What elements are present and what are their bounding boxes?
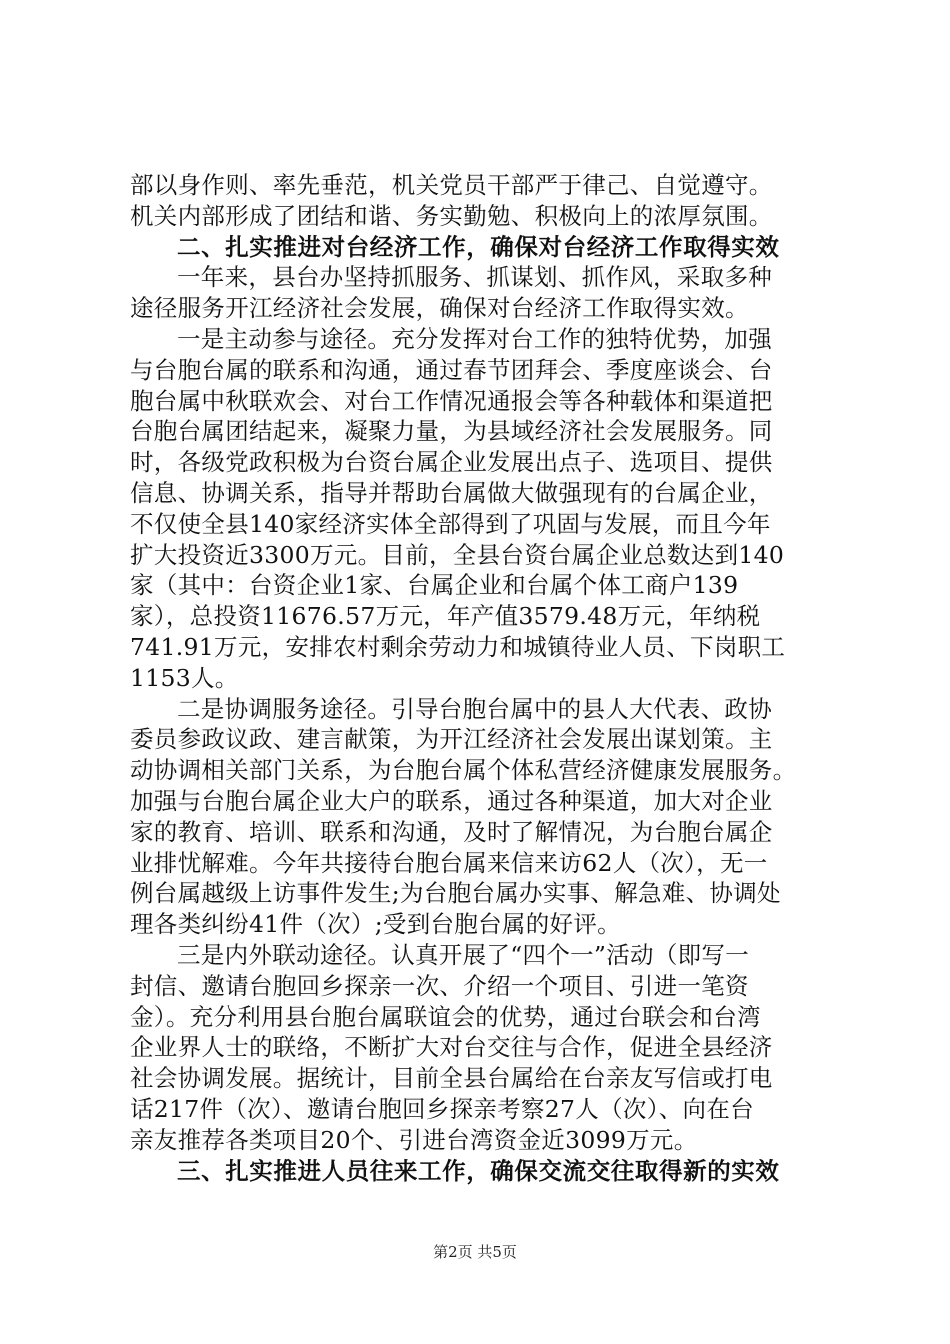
body-text-line: 一是主动参与途径。充分发挥对台工作的独特优势，加强 [177,324,772,353]
page-footer: 第2页 共5页 [433,1243,517,1261]
body-text-line: 1153人。 [130,663,239,692]
body-text-line: 社会协调发展。据统计，目前全县台属给在台亲友写信或打电 [130,1064,773,1093]
body-text-line: 胞台属中秋联欢会、对台工作情况通报会等各种载体和渠道把 [130,386,773,415]
section-heading: 三、扎实推进人员往来工作，确保交流交往取得新的实效 [177,1156,780,1185]
body-text-line: 不仅使全县140家经济实体全部得到了巩固与发展，而且今年 [130,509,771,538]
body-text-line: 741.91万元，安排农村剩余劳动力和城镇待业人员、下岗职工 [130,632,786,661]
document-body [130,170,830,1186]
body-text-line: 话217件（次）、邀请台胞回乡探亲考察27人（次）、向在台 [130,1094,754,1123]
body-text-line: 家的教育、培训、联系和沟通，及时了解情况，为台胞台属企 [130,817,773,846]
body-text-line: 三是内外联动途径。认真开展了“四个一”活动（即写一 [177,940,750,969]
body-text-line: 台胞台属团结起来，凝聚力量，为县域经济社会发展服务。同 [130,417,773,446]
body-text-line: 动协调相关部门关系，为台胞台属个体私营经济健康发展服务。 [130,756,797,785]
body-text-line: 途径服务开江经济社会发展，确保对台经济工作取得实效。 [130,294,749,323]
body-text-line: 加强与台胞台属企业大户的联系，通过各种渠道，加大对企业 [130,786,773,815]
body-text-line: 封信、邀请台胞回乡探亲一次、介绍一个项目、引进一笔资 [130,971,749,1000]
body-text-line: 扩大投资近3300万元。目前，全县台资台属企业总数达到140 [130,540,785,569]
body-text-line: 亲友推荐各类项目20个、引进台湾资金近3099万元。 [130,1125,698,1154]
body-text-line: 机关内部形成了团结和谐、务实勤勉、积极向上的浓厚氛围。 [130,201,773,230]
body-text-line: 部以身作则、率先垂范，机关党员干部严于律己、自觉遵守。 [130,171,773,199]
body-text-line: 家），总投资11676.57万元，年产值3579.48万元，年纳税 [130,602,761,631]
body-text-line: 家（其中：台资企业1家、台属企业和台属个体工商户139 [130,571,739,600]
body-text-line: 企业界人士的联络，不断扩大对台交往与合作，促进全县经济 [130,1033,773,1062]
body-text-line: 金）。充分利用县台胞台属联谊会的优势，通过台联会和台湾 [130,1002,761,1031]
body-text-line: 例台属越级上访事件发生;为台胞台属办实事、解急难、协调处 [130,879,781,908]
body-text-line: 理各类纠纷41件（次）;受到台胞台属的好评。 [130,910,621,939]
body-text-line: 委员参政议政、建言献策，为开江经济社会发展出谋划策。主 [130,725,773,754]
body-text-line: 信息、协调关系，指导并帮助台属做大做强现有的台属企业， [130,478,773,507]
body-text-line: 与台胞台属的联系和沟通，通过春节团拜会、季度座谈会、台 [130,355,773,384]
body-text-line: 二是协调服务途径。引导台胞台属中的县人大代表、政协 [177,694,772,723]
body-text-line: 业排忧解难。今年共接待台胞台属来信来访62人（次），无一 [130,848,768,877]
body-text-line: 一年来，县台办坚持抓服务、抓谋划、抓作风，采取多种 [177,263,772,292]
body-text-line: 时，各级党政积极为台资台属企业发展出点子、选项目、提供 [130,448,773,477]
section-heading: 二、扎实推进对台经济工作，确保对台经济工作取得实效 [177,232,780,261]
